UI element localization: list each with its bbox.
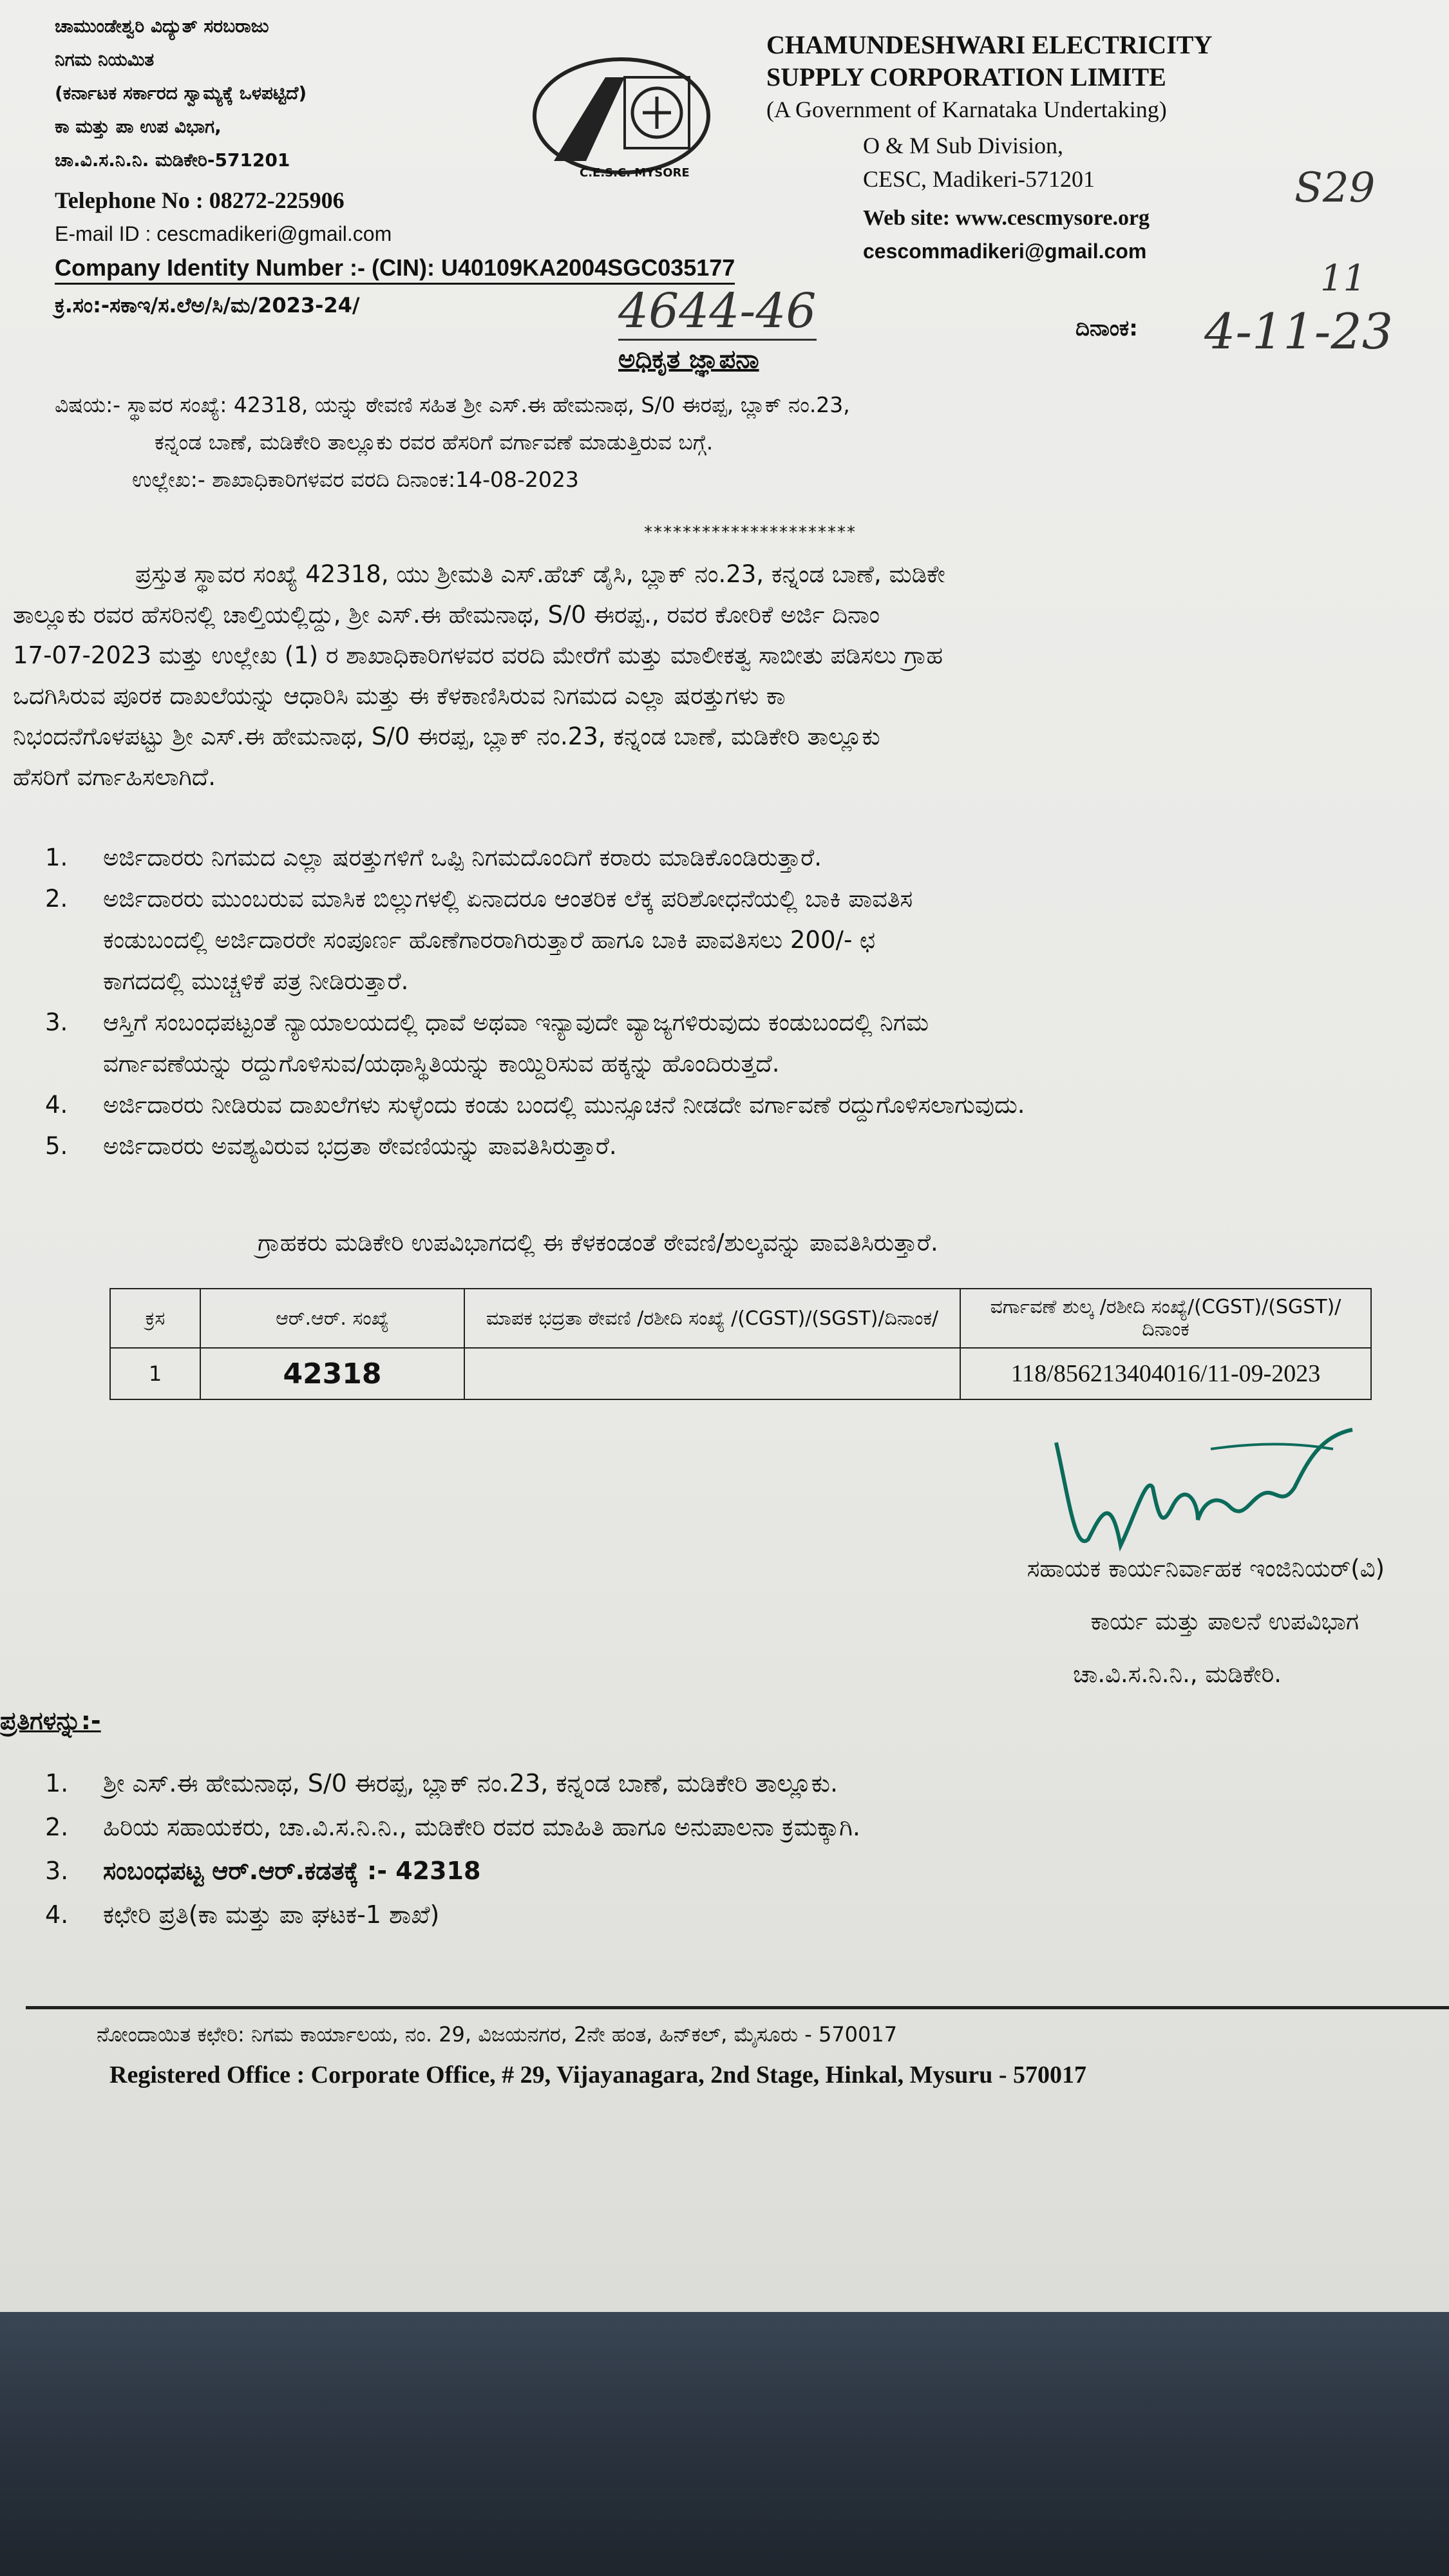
header-kannada-line: (ಕರ್ನಾಟಕ ಸರ್ಕಾರದ ಸ್ವಾಮ್ಯಕ್ಕೆ ಒಳಪಟ್ಟಿದೆ) [55,82,307,104]
condition-text: ಅರ್ಜಿದಾರರು ನೀಡಿರುವ ದಾಖಲೆಗಳು ಸುಳ್ಳೆಂದು ಕಂಡು ಬಂದಲ್ಲಿ ಮುನ್ಸೂಚನೆ ನೀಡದೇ ವರ್ಗಾವಣೆ ರದ್ದುಗೊಳಿಸಲಾಗುವುದು. [103,1091,1025,1119]
date-handwritten: 4-11-23 [1204,303,1394,360]
condition-text: ಕಾಗದದಲ್ಲಿ ಮುಚ್ಚಳಿಕೆ ಪತ್ರ ನೀಡಿರುತ್ತಾರೆ. [103,967,409,995]
body-line: ಹೆಸರಿಗೆ ವರ್ಗಾಹಿಸಲಾಗಿದೆ. [13,763,216,791]
conditions-list [45,837,1449,1167]
table-cell: 1 [110,1348,200,1399]
footer-kannada: ನೋಂದಾಯಿತ ಕಛೇರಿ: ನಿಗಮ ಕಾರ್ಯಾಲಯ, ನಂ. 29, ವಿಜಯನಗರ, 2ನೇ ಹಂತ, ಹಿನ್‌ಕಲ್, ಮೈಸೂರು - 570017 [97,2022,898,2047]
header-kannada [55,10,307,177]
table-row [110,1348,1371,1399]
body-paragraph [13,554,1449,797]
cin: Company Identity Number :- (CIN): U40109KA2004SGC035177 [55,254,735,285]
fee-table [109,1288,1372,1400]
header-kannada-line: ಚಾಮುಂಡೇಶ್ವರಿ ವಿದ್ಯುತ್ ಸರಬರಾಜು [55,15,269,37]
memo-title: ಅಧಿಕೃತ ಜ್ಞಾಪನಾ [618,345,759,374]
table-header: ವರ್ಗಾವಣೆ ಶುಲ್ಕ /ರಶೀದಿ ಸಂಖ್ಯೆ/(CGST)/(SGST)/ದಿನಾಂಕ [960,1289,1371,1348]
copy-item [45,1805,860,1849]
separator-stars: ********************** [644,523,857,542]
table-header: ಕ್ರಸ [110,1289,200,1348]
designation-line: ಕಾರ್ಯ ಮತ್ತು ಪಾಲನೆ ಉಪವಿಭಾಗ [1090,1607,1359,1635]
office-lines [863,129,1095,196]
reference-prefix: ಕ್ರ.ಸಂ:-ಸಕಾಇ/ಸ.ಲೆಅ/ಸಿ/ಮ/2023-24/ [55,293,360,317]
condition-item [45,1002,1449,1084]
condition-text: ಕಂಡುಬಂದಲ್ಲಿ ಅರ್ಜಿದಾರರೇ ಸಂಪೂರ್ಣ ಹೊಣೆಗಾರರಾಗಿರುತ್ತಾರೆ ಹಾಗೂ ಬಾಕಿ ಪಾವತಿಸಲು 200/- ಛ [103,926,876,954]
handwritten-eleven: 11 [1320,258,1367,299]
copy-item [45,1761,860,1805]
condition-text: ಅರ್ಜಿದಾರರು ನಿಗಮದ ಎಲ್ಲಾ ಷರತ್ತುಗಳಿಗೆ ಒಪ್ಪಿ ನಿಗಮದೊಂದಿಗೆ ಕರಾರು ಮಾಡಿಕೊಂಡಿರುತ್ತಾರೆ. [103,844,822,871]
company-subtitle: (A Government of Karnataka Undertaking) [766,97,1167,122]
copy-number: 1. [45,1769,69,1797]
email: E-mail ID : cescmadikeri@gmail.com [55,222,392,245]
subject-line: ವಿಷಯ:- ಸ್ಥಾವರ ಸಂಖ್ಯೆ: 42318, ಯನ್ನು ಠೇವಣಿ ಸಹಿತ ಶ್ರೀ ಎಸ್.ಈ ಹೇಮನಾಥ, S/0 ಈರಪ್ಪ, ಬ್ಲಾಕ್ ನಂ.23, [55,392,850,417]
subject-reference: ಉಲ್ಲೇಖ:- ಶಾಖಾಧಿಕಾರಿಗಳವರ ವರದಿ ದಿನಾಂಕ:14-08-2023 [132,467,579,492]
copy-text: ಹಿರಿಯ ಸಹಾಯಕರು, ಚಾ.ವಿ.ಸ.ನಿ.ನಿ., ಮಡಿಕೇರಿ ರವರ ಮಾಹಿತಿ ಹಾಗೂ ಅನುಪಾಲನಾ ಕ್ರಮಕ್ಕಾಗಿ. [103,1813,860,1841]
condition-item [45,878,1449,1002]
cesc-logo [528,52,715,180]
table-cell [464,1348,960,1399]
date-label: ದಿನಾಂಕ: [1075,316,1138,341]
table-cell: 118/856213404016/11-09-2023 [960,1348,1371,1399]
body-line: ಒದಗಿಸಿರುವ ಪೂರಕ ದಾಖಲೆಯನ್ನು ಆಧಾರಿಸಿ ಮತ್ತು ಈ ಕೆಳಕಾಣಿಸಿರುವ ನಿಗಮದ ಎಲ್ಲಾ ಷರತ್ತುಗಳು ಕಾ [13,682,786,710]
copy-number: 4. [45,1900,69,1929]
body-line: ಪ್ರಸ್ತುತ ಸ್ಥಾವರ ಸಂಖ್ಯೆ 42318, ಯು ಶ್ರೀಮತಿ ಎಸ್.ಹೆಚ್ ಡೈಸಿ, ಬ್ಲಾಕ್ ನಂ.23, ಕನ್ನಂಡ ಬಾಣೆ, ಮಡಿಕೇ [135,560,945,588]
company-name-line: SUPPLY CORPORATION LIMITE [766,62,1166,91]
copies-list [45,1761,860,1937]
condition-number: 4. [45,1091,68,1119]
company-name-line: CHAMUNDESHWARI ELECTRICITY [766,30,1213,59]
designation-line: ಸಹಾಯಕ ಕಾರ್ಯನಿರ್ವಾಹಕ ಇಂಜಿನಿಯರ್(ವಿ) [1027,1555,1385,1582]
header-kannada-line: ನಿಗಮ ನಿಯಮಿತ [55,49,155,70]
footer-rule [26,2006,1449,2009]
subject-line: ಕನ್ನಂಡ ಬಾಣೆ, ಮಡಿಕೇರಿ ತಾಲ್ಲೂಕು ರವರ ಹೆಸರಿಗೆ ವರ್ಗಾವಣೆ ಮಾಡುತ್ತಿರುವ ಬಗ್ಗೆ. [155,430,714,455]
body-line: ನಿಭಂದನೆಗೊಳಪಟ್ಟು ಶ್ರೀ ಎಸ್.ಈ ಹೇಮನಾಥ, S/0 ಈರಪ್ಪ, ಬ್ಲಾಕ್ ನಂ.23, ಕನ್ನಂಡ ಬಾಣೆ, ಮಡಿಕೇರಿ ತಾಲ್ಲೂಕು [13,723,880,750]
copy-number: 3. [45,1857,69,1885]
copies-heading: ಪ್ರತಿಗಳನ್ನು:- [0,1707,101,1735]
background-fabric [0,2312,1449,2576]
subject [55,386,850,498]
copy-text: ಶ್ರೀ ಎಸ್.ಈ ಹೇಮನಾಥ, S/0 ಈರಪ್ಪ, ಬ್ಲಾಕ್ ನಂ.23, ಕನ್ನಂಡ ಬಾಣೆ, ಮಡಿಕೇರಿ ತಾಲ್ಲೂಕು. [103,1769,838,1797]
condition-text: ವರ್ಗಾವಣೆಯನ್ನು ರದ್ದುಗೊಳಿಸುವ/ಯಥಾಸ್ಥಿತಿಯನ್ನು ಕಾಯ್ದಿರಿಸುವ ಹಕ್ಕನ್ನು ಹೊಂದಿರುತ್ತದೆ. [103,1050,780,1077]
copy-number: 2. [45,1813,69,1841]
handwritten-number: S29 [1294,164,1376,212]
copy-text: ಕಛೇರಿ ಪ್ರತಿ(ಕಾ ಮತ್ತು ಪಾ ಘಟಕ-1 ಶಾಖೆ) [103,1900,440,1929]
copy-item [45,1849,860,1893]
telephone: Telephone No : 08272-225906 [55,187,345,213]
body-line: 17-07-2023 ಮತ್ತು ಉಲ್ಲೇಖ (1) ರ ಶಾಖಾಧಿಕಾರಿಗಳವರ ವರದಿ ಮೇರೆಗೆ ಮತ್ತು ಮಾಲೀಕತ್ವ ಸಾಬೀತು ಪಡಿಸಲು ಗ್ರಾಹ [13,641,943,669]
office-line: CESC, Madikeri-571201 [863,166,1095,192]
office-line: O & M Sub Division, [863,133,1064,158]
body-line: ತಾಲ್ಲೂಕು ರವರ ಹೆಸರಿನಲ್ಲಿ ಚಾಲ್ತಿಯಲ್ಲಿದ್ದು, ಶ್ರೀ ಎಸ್.ಈ ಹೇಮನಾಥ, S/0 ಈರಪ್ಪ., ರವರ ಕೋರಿಕೆ ಅರ್ಜಿ ದಿನಾಂ [13,601,880,629]
table-header: ಮಾಪಕ ಭದ್ರತಾ ಠೇವಣಿ /ರಶೀದಿ ಸಂಖ್ಯೆ /(CGST)/(SGST)/ದಿನಾಂಕ/ [464,1289,960,1348]
copy-item [45,1893,860,1937]
table-header-row [110,1289,1371,1348]
table-header: ಆರ್.ಆರ್. ಸಂಖ್ಯೆ [200,1289,464,1348]
table-cell: 42318 [200,1348,464,1399]
condition-text: ಅರ್ಜಿದಾರರು ಅವಶ್ಯವಿರುವ ಭದ್ರತಾ ಠೇವಣಿಯನ್ನು ಪಾವತಿಸಿರುತ್ತಾರೆ. [103,1132,617,1160]
logo-text: C.E.S.C. MYSORE [580,166,690,180]
condition-text: ಆಸ್ತಿಗೆ ಸಂಬಂಧಪಟ್ಟಂತೆ ನ್ಯಾಯಾಲಯದಲ್ಲಿ ಧಾವೆ ಅಥವಾ ಇನ್ಯಾವುದೇ ವ್ಯಾಜ್ಯಗಳಿರುವುದು ಕಂಡುಬಂದಲ್ಲಿ ನಿಗಮ [103,1009,929,1036]
condition-number: 2. [45,885,68,913]
condition-text: ಅರ್ಜಿದಾರರು ಮುಂಬರುವ ಮಾಸಿಕ ಬಿಲ್ಲುಗಳಲ್ಲಿ ಏನಾದರೂ ಆಂತರಿಕ ಲೆಕ್ಕ ಪರಿಶೋಧನೆಯಲ್ಲಿ ಬಾಕಿ ಪಾವತಿಸ [103,885,913,913]
designation-line: ಚಾ.ವಿ.ಸ.ನಿ.ನಿ., ಮಡಿಕೇರಿ. [1073,1660,1282,1688]
header-english [766,29,1212,126]
header-kannada-line: ಚಾ.ವಿ.ಸ.ನಿ.ನಿ. ಮಡಿಕೇರಿ-571201 [55,149,290,171]
condition-item [45,837,1449,878]
fee-note: ಗ್ರಾಹಕರು ಮಡಿಕೇರಿ ಉಪವಿಭಾಗದಲ್ಲಿ ಈ ಕೆಳಕಂಡಂತೆ ಠೇವಣಿ/ಶುಲ್ಕವನ್ನು ಪಾವತಿಸಿರುತ್ತಾರೆ. [258,1229,938,1256]
office-email: cescommadikeri@gmail.com [863,240,1147,263]
copy-text: ಸಂಬಂಧಪಟ್ಟ ಆರ್.ಆರ್.ಕಡತಕ್ಕೆ :- 42318 [103,1857,481,1885]
footer-english: Registered Office : Corporate Office, # 29, Vijayanagara, 2nd Stage, Hinkal, Mysuru - 570017 [109,2061,1087,2088]
condition-number: 1. [45,844,68,871]
signatory-designation [792,1542,1385,1701]
condition-number: 5. [45,1132,68,1160]
website: Web site: www.cescmysore.org [863,206,1150,230]
reference-number-handwritten: 4644-46 [618,283,817,341]
condition-item [45,1084,1449,1126]
header-kannada-line: ಕಾ ಮತ್ತು ಪಾ ಉಪ ವಿಭಾಗ, [55,116,222,137]
condition-number: 3. [45,1009,68,1036]
condition-item [45,1126,1449,1167]
